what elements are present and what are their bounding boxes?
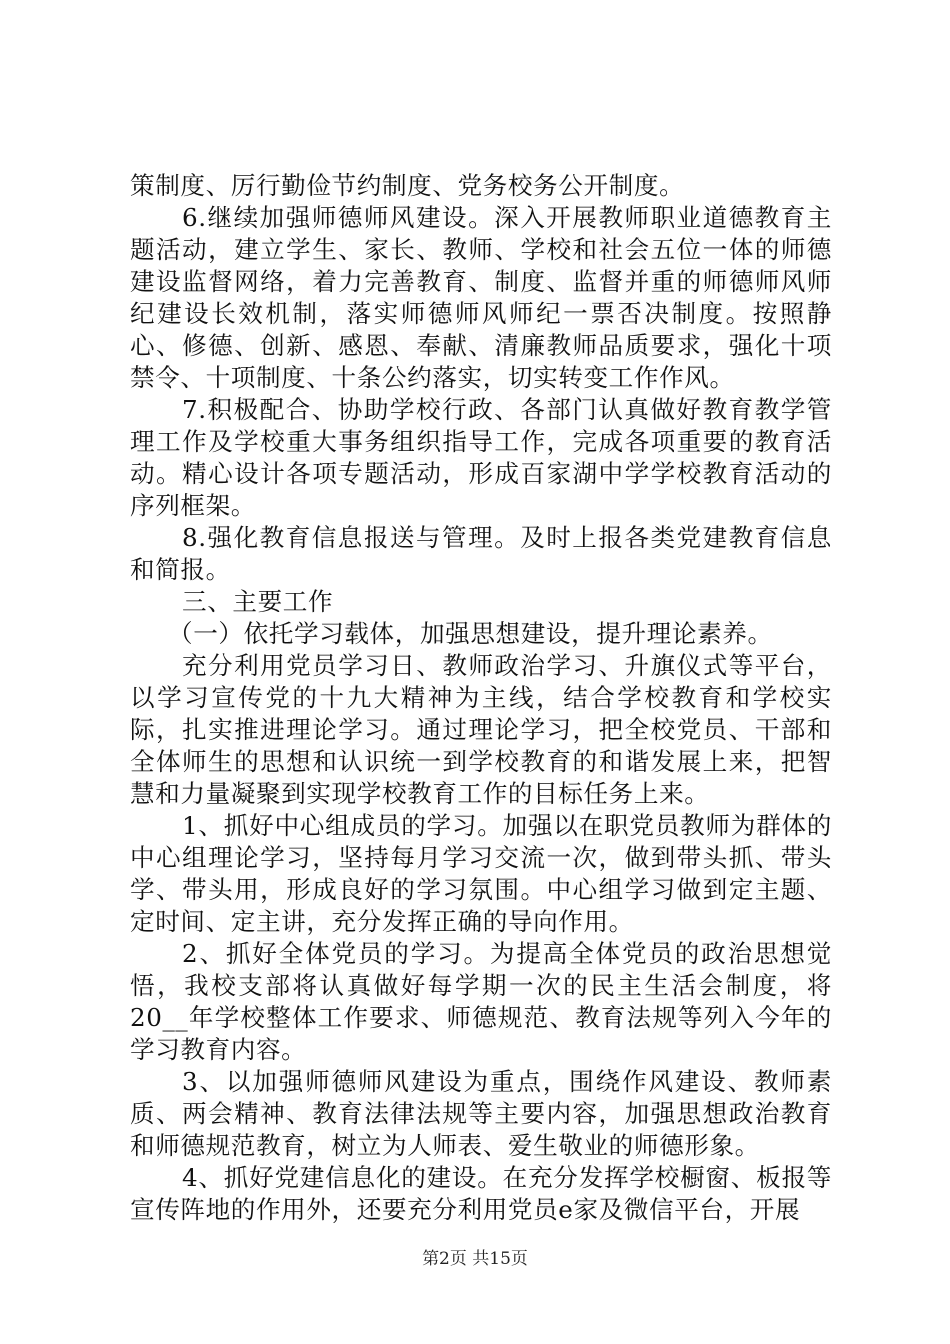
section-heading: 三、主要工作 [182, 587, 334, 616]
paragraph-item-7: 7.积极配合、协助学校行政、各部门认真做好教育教学管理工作及学校重大事务组织指导工作，完成各项重要的教育活动。精心设计各项专题活动，形成百家湖中学学校教育活动的序列框架。 [130, 395, 832, 520]
page-number-footer: 第2页 共15页 [422, 1249, 528, 1269]
paragraph-point-2: 2、抓好全体党员的学习。为提高全体党员的政治思想觉悟，我校支部将认真做好每学期一次的民主生活会制度，将20__年学校整体工作要求、师德规范、教育法规等列入今年的学习教育内容。 [130, 939, 832, 1064]
paragraph-point-4: 4、抓好党建信息化的建设。在充分发挥学校橱窗、板报等宣传阵地的作用外，还要充分利用党员e家及微信平台，开展 [130, 1163, 832, 1224]
paragraph-point-3: 3、以加强师德师风建设为重点，围绕作风建设、教师素质、两会精神、教育法律法规等主要内容，加强思想政治教育和师德规范教育，树立为人师表、爱生敬业的师德形象。 [130, 1067, 832, 1160]
paragraph-point-1: 1、抓好中心组成员的学习。加强以在职党员教师为群体的中心组理论学习，坚持每月学习交流一次，做到带头抓、带头学、带头用，形成良好的学习氛围。中心组学习做到定主题、定时间、定主讲，充分发挥正确的导向作用。 [130, 811, 832, 936]
paragraph-continuation: 策制度、厉行勤俭节约制度、党务校务公开制度。 [130, 171, 685, 200]
paragraph-intro: 充分利用党员学习日、教师政治学习、升旗仪式等平台，以学习宣传党的十九大精神为主线，结合学校教育和学校实际，扎实推进理论学习。通过理论学习，把全校党员、干部和全体师生的思想和认识统一到学校教育的和谐发展上来，把智慧和力量凝聚到实现学校教育工作的目标任务上来。 [130, 651, 832, 808]
paragraph-item-6: 6.继续加强师德师风建设。深入开展教师职业道德教育主题活动，建立学生、家长、教师、学校和社会五位一体的师德建设监督网络，着力完善教育、制度、监督并重的师德师风师纪建设长效机制，落实师德师风师纪一票否决制度。按照静心、修德、创新、感恩、奉献、清廉教师品质要求，强化十项禁令、十项制度、十条公约落实，切实转变工作作风。 [130, 203, 832, 392]
paragraph-item-8: 8.强化教育信息报送与管理。及时上报各类党建教育信息和简报。 [130, 523, 832, 584]
document-body [130, 170, 832, 1226]
subsection-heading: （一）依托学习载体，加强思想建设，提升理论素养。 [168, 619, 773, 648]
